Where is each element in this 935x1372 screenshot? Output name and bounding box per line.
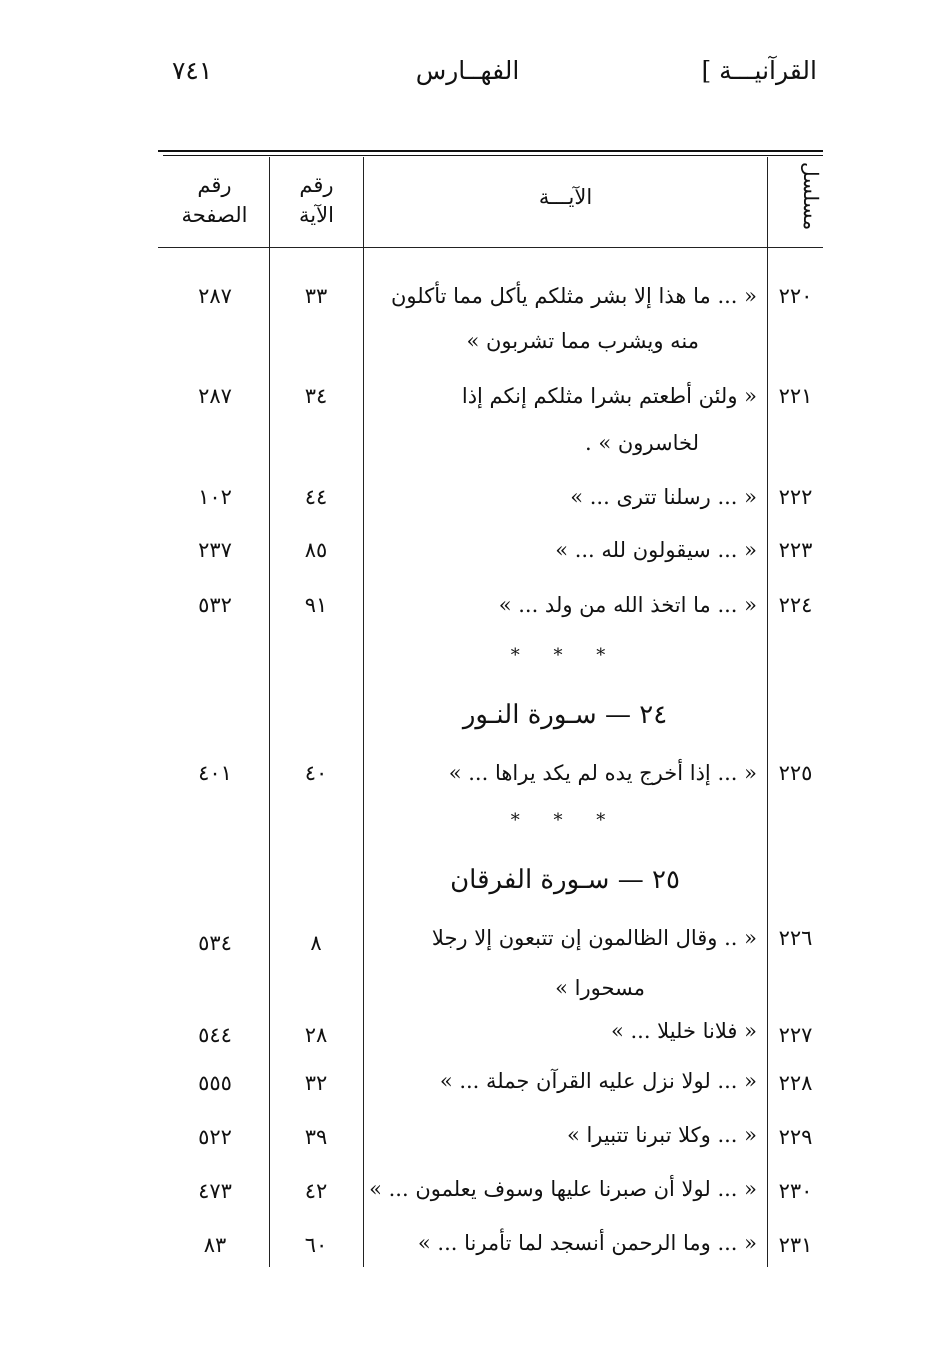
top-rule-thin: [163, 155, 823, 156]
row-serial: ٢٢٠: [778, 284, 813, 308]
row-serial: ٢٢٩: [778, 1125, 813, 1149]
row-aya-number: ٤٢: [304, 1179, 328, 1203]
row-aya-number: ٦٠: [304, 1233, 328, 1257]
column-header-text: رقم: [299, 173, 334, 197]
row-aya-number: ٤٤: [304, 485, 328, 509]
row-aya-number: ٨٥: [304, 538, 328, 562]
row-verse-line: « ولئن أطعتم بشرا مثلكم إنكم إذا: [461, 384, 757, 408]
column-divider: [767, 157, 768, 1267]
row-page-number: ٢٨٧: [198, 384, 232, 408]
section-separator-stars: * * *: [510, 810, 620, 831]
row-verse-line: « ... رسلنا تترى ... »: [570, 485, 757, 509]
row-page-number: ٥٢٢: [198, 1125, 232, 1149]
row-verse-line: « ... ما هذا إلا بشر مثلكم يأكل مما تأكلون: [390, 284, 757, 308]
row-serial: ٢٢٢: [778, 485, 813, 509]
column-header-text: الآية: [299, 203, 334, 227]
header-rule: [158, 247, 823, 248]
row-serial: ٢٢٤: [778, 593, 813, 617]
top-rule: [158, 150, 823, 152]
row-aya-number: ٣٤: [304, 384, 328, 408]
row-verse-line: « ... لولا أن صبرنا عليها وسوف يعلمون ... »: [369, 1177, 757, 1201]
row-page-number: ٥٣٢: [198, 593, 232, 617]
column-divider: [269, 157, 270, 1267]
row-page-number: ٥٤٤: [198, 1023, 232, 1047]
column-header-text: رقم: [197, 173, 232, 197]
row-serial: ٢٣١: [778, 1233, 813, 1257]
row-serial: ٢٢٨: [778, 1071, 813, 1095]
column-header-verse: الآيـــة: [538, 185, 593, 209]
row-serial: ٢٢٦: [778, 926, 813, 950]
row-verse-line: « فلانا خليلا ... »: [610, 1019, 757, 1043]
row-aya-number: ٤٠: [304, 761, 328, 785]
row-aya-number: ٣٣: [304, 284, 328, 308]
row-page-number: ٢٨٧: [198, 284, 232, 308]
page-number: ٧٤١: [172, 56, 213, 85]
surah-heading: ٢٤ — سـورة النـور: [462, 700, 668, 730]
row-serial: ٢٢٣: [778, 538, 813, 562]
column-divider: [363, 157, 364, 1267]
header-section-title: القرآنيـــة ]: [701, 56, 817, 85]
row-page-number: ١٠٢: [198, 485, 232, 509]
surah-heading: ٢٥ — سـورة الفرقان: [450, 865, 680, 895]
row-serial: ٢٢١: [778, 384, 813, 408]
row-page-number: ٤٧٣: [198, 1179, 232, 1203]
row-verse-line: لخاسرون » .: [585, 431, 699, 455]
header-title: الفهــارس: [415, 56, 520, 85]
row-serial: ٢٢٧: [778, 1023, 813, 1047]
column-header-page-number: [160, 170, 269, 230]
row-page-number: ٢٣٧: [198, 538, 232, 562]
row-aya-number: ٨: [310, 931, 322, 955]
section-separator-stars: * * *: [510, 645, 620, 666]
row-verse-line: « ... وكلا تبرنا تتبيرا »: [566, 1123, 757, 1147]
row-serial: ٢٣٠: [778, 1179, 813, 1203]
column-header-serial: مسلسل: [799, 161, 823, 230]
row-verse-line: « ... ما اتخذ الله من ولد ... »: [498, 593, 757, 617]
column-header-aya-number: [270, 170, 363, 230]
row-verse-line: « ... سيقولون لله ... »: [555, 538, 757, 562]
row-page-number: ٥٣٤: [198, 931, 232, 955]
row-verse-line: « ... لولا نزل عليه القرآن جملة ... »: [439, 1069, 757, 1093]
row-verse-line: مسحورا »: [555, 976, 645, 1000]
row-aya-number: ٣٩: [304, 1125, 328, 1149]
row-page-number: ٨٣: [203, 1233, 227, 1257]
row-verse-line: « .. وقال الظالمون إن تتبعون إلا رجلا: [431, 926, 757, 950]
row-page-number: ٥٥٥: [198, 1071, 232, 1095]
column-header-text: الصفحة: [181, 203, 248, 227]
row-aya-number: ٣٢: [304, 1071, 328, 1095]
row-verse-line: منه ويشرب مما تشربون »: [466, 329, 699, 353]
row-aya-number: ٢٨: [304, 1023, 328, 1047]
row-verse-line: « ... إذا أخرج يده لم يكد يراها ... »: [448, 761, 757, 785]
row-verse-line: « ... وما الرحمن أنسجد لما تأمرنا ... »: [417, 1231, 757, 1255]
row-aya-number: ٩١: [304, 593, 328, 617]
row-serial: ٢٢٥: [778, 761, 813, 785]
row-page-number: ٤٠١: [198, 761, 232, 785]
